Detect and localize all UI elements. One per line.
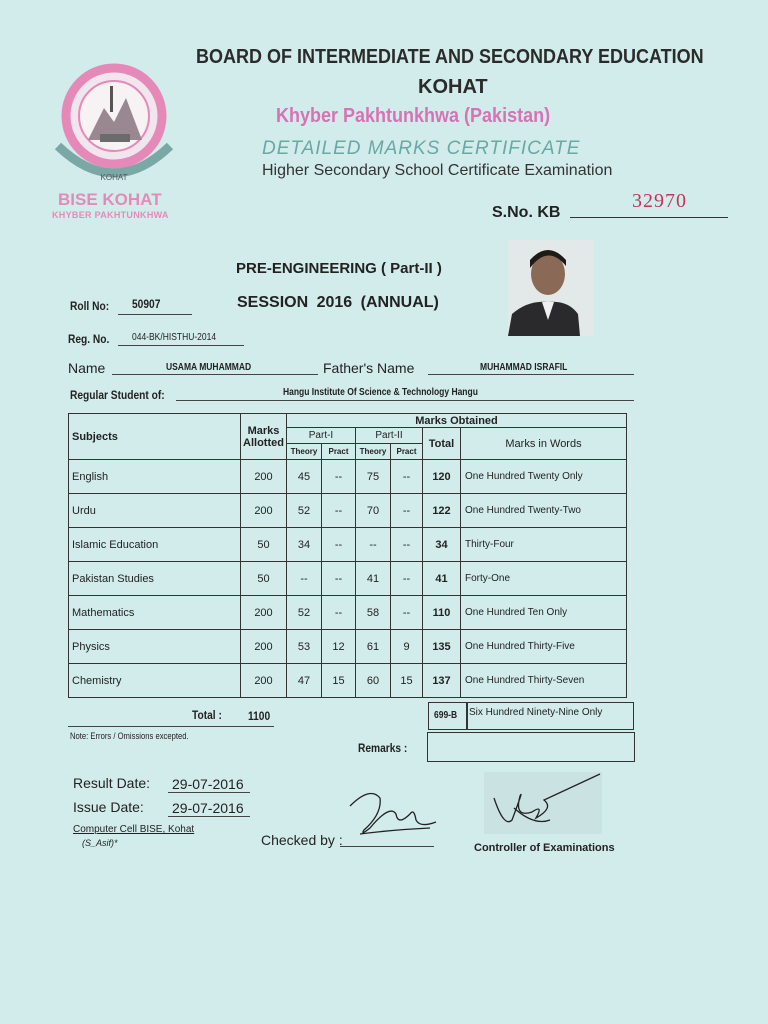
board-city: KOHAT — [418, 76, 488, 98]
computer-cell: Computer Cell BISE, Kohat — [73, 824, 195, 835]
bise-logo — [40, 50, 188, 190]
total-cell: 34 — [423, 528, 461, 562]
table-row — [69, 494, 627, 528]
subject-cell: Physics — [69, 630, 241, 664]
logo-title: BISE KOHAT — [58, 190, 162, 209]
reg-number: 044-BK/HISTHU-2014 — [132, 332, 217, 343]
checked-by-line — [340, 846, 434, 847]
total-cell: 120 — [423, 460, 461, 494]
result-date-label: Result Date: — [73, 775, 151, 791]
part1-theory-cell: 52 — [287, 596, 322, 630]
total-cell: 122 — [423, 494, 461, 528]
total-cell: 137 — [423, 664, 461, 698]
board-title: BOARD OF INTERMEDIATE AND SECONDARY EDUCATION — [196, 46, 704, 68]
part1-pract-cell: -- — [322, 528, 356, 562]
province: Khyber Pakhtunkhwa (Pakistan) — [276, 105, 551, 127]
part1-pract-cell: -- — [322, 596, 356, 630]
result-date-line — [168, 792, 250, 793]
words-cell: One Hundred Thirty-Seven — [461, 664, 627, 698]
part1-pract-cell: 12 — [322, 630, 356, 664]
serial-label: S.No. KB — [492, 204, 561, 221]
header-p1-pract: Pract — [322, 444, 356, 460]
logo-subtitle: KHYBER PAKHTUNKHWA — [52, 210, 169, 220]
part2-pract-cell: -- — [391, 528, 423, 562]
student-name: USAMA MUHAMMAD — [166, 362, 252, 373]
father-line — [428, 374, 634, 375]
part1-theory-cell: 45 — [287, 460, 322, 494]
reg-line — [118, 345, 244, 346]
part2-theory-cell: 75 — [356, 460, 391, 494]
header-part1: Part-I — [287, 428, 356, 444]
grand-total: 699-B — [434, 710, 458, 721]
part2-theory-cell: 60 — [356, 664, 391, 698]
header-words: Marks in Words — [461, 428, 627, 460]
part2-theory-cell: 61 — [356, 630, 391, 664]
group-title: PRE-ENGINEERING ( Part-II ) — [236, 260, 442, 277]
part1-pract-cell: -- — [322, 494, 356, 528]
allotted-cell: 50 — [241, 562, 287, 596]
part1-theory-cell: -- — [287, 562, 322, 596]
subject-cell: Urdu — [69, 494, 241, 528]
allotted-cell: 200 — [241, 460, 287, 494]
part1-pract-cell: 15 — [322, 664, 356, 698]
note: Note: Errors / Omissions excepted. — [70, 731, 189, 741]
allotted-cell: 200 — [241, 630, 287, 664]
serial-number: 32970 — [632, 190, 687, 212]
header-p1-theory: Theory — [287, 444, 322, 460]
controller-signature — [484, 768, 608, 836]
session-year: 2016 — [316, 294, 353, 311]
marks-table — [68, 413, 627, 698]
institute-name: Hangu Institute Of Science & Technology Hangu — [283, 387, 478, 398]
total-line — [68, 726, 274, 727]
certificate-type: DETAILED MARKS CERTIFICATE — [262, 138, 581, 159]
part1-theory-cell: 52 — [287, 494, 322, 528]
father-name: MUHAMMAD ISRAFIL — [480, 362, 568, 373]
father-label: Father's Name — [323, 360, 415, 376]
roll-label: Roll No: — [70, 299, 110, 313]
allotted-cell: 200 — [241, 494, 287, 528]
exam-name: Higher Secondary School Certificate Examination — [262, 162, 613, 179]
checked-by-signature — [340, 784, 440, 844]
roll-line — [118, 314, 192, 315]
logo-bottom-text: KOHAT — [100, 173, 128, 182]
subject-cell: Islamic Education — [69, 528, 241, 562]
session — [237, 294, 439, 312]
allotted-cell: 200 — [241, 596, 287, 630]
part2-pract-cell: -- — [391, 460, 423, 494]
part2-theory-cell: 41 — [356, 562, 391, 596]
institute-line — [176, 400, 634, 401]
part2-theory-cell: -- — [356, 528, 391, 562]
computer-cell-initials: (S_Asif)* — [82, 838, 118, 848]
name-line — [112, 374, 318, 375]
part1-theory-cell: 34 — [287, 528, 322, 562]
reg-label: Reg. No. — [68, 332, 110, 346]
remarks-box — [427, 732, 635, 762]
part2-pract-cell: 15 — [391, 664, 423, 698]
header-marks-allotted: Marks Allotted — [241, 414, 287, 460]
table-row — [69, 528, 627, 562]
words-cell: Thirty-Four — [461, 528, 627, 562]
table-row — [69, 664, 627, 698]
header-p2-pract: Pract — [391, 444, 423, 460]
issue-date: 29-07-2016 — [172, 800, 244, 816]
checked-by-label: Checked by : — [261, 832, 343, 848]
header-p2-theory: Theory — [356, 444, 391, 460]
subject-cell: Mathematics — [69, 596, 241, 630]
subject-cell: Pakistan Studies — [69, 562, 241, 596]
words-cell: One Hundred Twenty-Two — [461, 494, 627, 528]
institute-label: Regular Student of: — [70, 388, 165, 402]
roll-number: 50907 — [132, 297, 161, 311]
subject-cell: Chemistry — [69, 664, 241, 698]
total-allotted: 1100 — [248, 709, 271, 723]
name-label: Name — [68, 360, 106, 376]
header-total: Total — [423, 428, 461, 460]
part1-pract-cell: -- — [322, 562, 356, 596]
words-cell: One Hundred Ten Only — [461, 596, 627, 630]
total-cell: 41 — [423, 562, 461, 596]
table-row — [69, 460, 627, 494]
part1-pract-cell: -- — [322, 460, 356, 494]
session-type: (ANNUAL) — [360, 294, 439, 311]
part1-theory-cell: 53 — [287, 630, 322, 664]
words-cell: One Hundred Thirty-Five — [461, 630, 627, 664]
result-date: 29-07-2016 — [172, 776, 244, 792]
part2-pract-cell: -- — [391, 596, 423, 630]
total-cell: 135 — [423, 630, 461, 664]
part2-pract-cell: -- — [391, 562, 423, 596]
words-cell: Forty-One — [461, 562, 627, 596]
controller-label: Controller of Examinations — [474, 842, 615, 854]
grand-words: Six Hundred Ninety-Nine Only — [469, 707, 603, 718]
student-photo — [508, 240, 593, 336]
serial-line — [570, 217, 728, 218]
header-part2: Part-II — [356, 428, 423, 444]
allotted-cell: 50 — [241, 528, 287, 562]
session-label: SESSION — [237, 294, 309, 311]
header-marks-obtained: Marks Obtained — [287, 414, 627, 428]
subject-cell: English — [69, 460, 241, 494]
table-row — [69, 630, 627, 664]
issue-date-label: Issue Date: — [73, 799, 144, 815]
part2-theory-cell: 70 — [356, 494, 391, 528]
issue-date-line — [168, 816, 250, 817]
header-subjects: Subjects — [69, 414, 241, 460]
part1-theory-cell: 47 — [287, 664, 322, 698]
part2-pract-cell: 9 — [391, 630, 423, 664]
total-cell: 110 — [423, 596, 461, 630]
table-row — [69, 596, 627, 630]
remarks-label: Remarks : — [358, 741, 408, 755]
total-label: Total : — [192, 708, 222, 722]
table-row — [69, 562, 627, 596]
allotted-cell: 200 — [241, 664, 287, 698]
part2-theory-cell: 58 — [356, 596, 391, 630]
part2-pract-cell: -- — [391, 494, 423, 528]
words-cell: One Hundred Twenty Only — [461, 460, 627, 494]
